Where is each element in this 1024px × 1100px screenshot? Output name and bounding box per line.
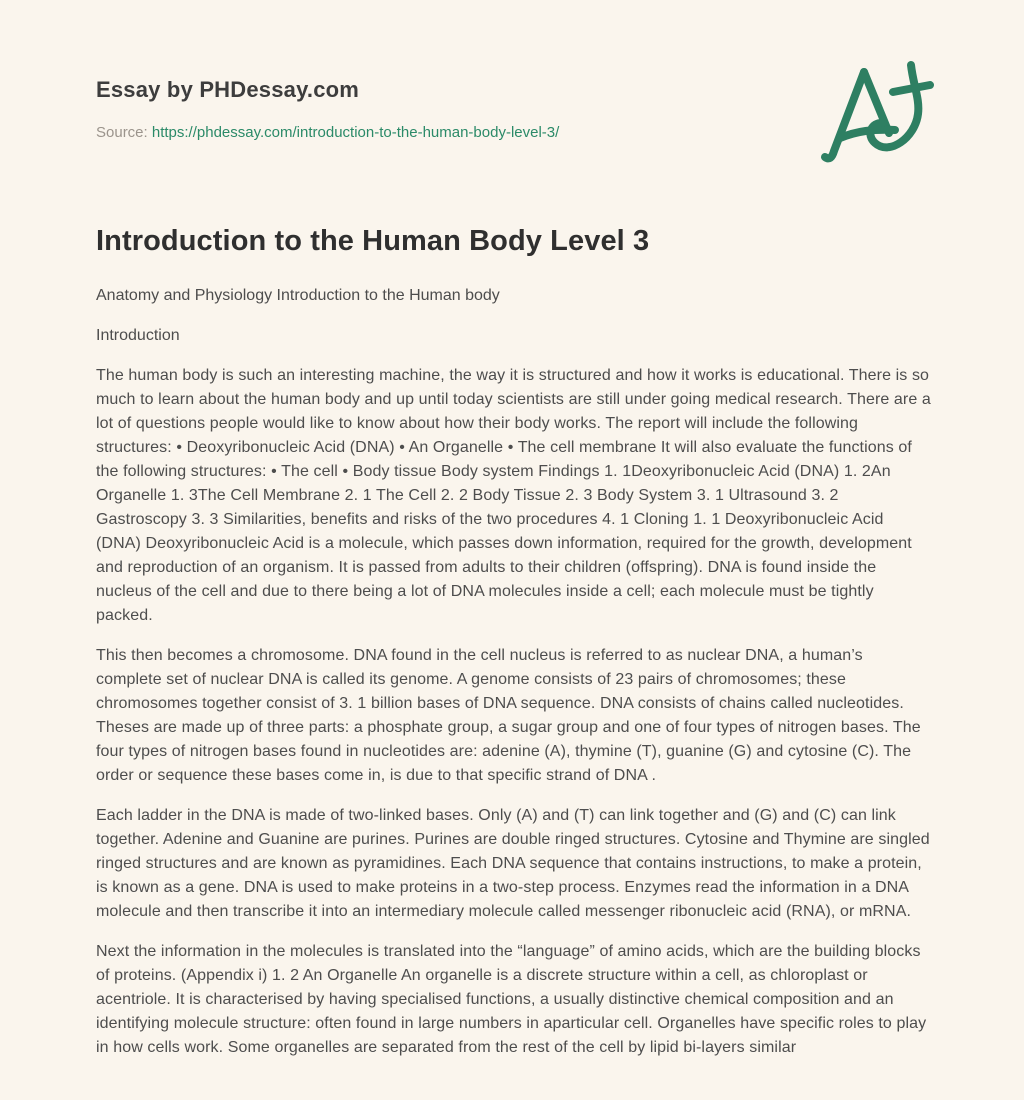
brand-title: Essay by PHDessay.com xyxy=(96,77,360,102)
paragraph: Each ladder in the DNA is made of two-linked bases. Only (A) and (T) can link together and (G) and (C) can link together. Adenine and Guanine are purines. Purines are double ringed structures. Cytosine and Thymine are singled ringed structures and are known as pyramidines. Each DNA sequence that contains instructions, to make a protein, is known as a gene. DNA is used to make proteins in a two-step process. Enzymes read the information in a DNA molecule and then transcribe it into an intermediary molecule called messenger ribonucleic acid (RNA), or mRNA. xyxy=(96,807,930,920)
page-title: Introduction to the Human Body Level 3 xyxy=(96,225,650,257)
source-label: Source: xyxy=(96,124,148,141)
essay-body xyxy=(96,364,932,1060)
essay-subtitle: Anatomy and Physiology Introduction to the Human body xyxy=(96,287,500,304)
source-link[interactable]: https://phdessay.com/introduction-to-the-human-body-level-3/ xyxy=(151,124,560,141)
essay-article xyxy=(96,224,932,1060)
paragraph: This then becomes a chromosome. DNA found in the cell nucleus is referred to as nuclear DNA, a human’s complete set of nuclear DNA is called its genome. A genome consists of 23 pairs of chromosomes; these chromosomes together consist of 3. 1 billion bases of DNA sequence. DNA consists of chains called nucleotides. Theses are made up of three parts: a phosphate group, a sugar group and one of four types of nitrogen bases. The four types of nitrogen bases found in nucleotides are: adenine (A), thymine (T), guanine (G) and cytosine (C). The order or sequence these bases come in, is due to that specific strand of DNA . xyxy=(96,647,921,784)
section-heading-introduction: Introduction xyxy=(96,327,180,344)
paragraph: Next the information in the molecules is translated into the “language” of amino acids, which are the building blocks of proteins. (Appendix i) 1. 2 An Organelle An organelle is a discrete structure within a cell, as chloroplast or acentriole. It is characterised by having specialised functions, a usually distinctive chemical composition and an identifying molecule structure: often found in large numbers in aparticular cell. Organelles have specific roles to play in how cells work. Some organelles are separated from the rest of the cell by lipid bi-layers similar xyxy=(96,943,927,1056)
paragraph: The human body is such an interesting machine, the way it is structured and how it works is educational. There is so much to learn about the human body and up until today scientists are still under going medical research. There are a lot of questions people would like to know about how their body works. The report will include the following structures: • Deoxyribonucleic Acid (DNA) • An Organelle • The cell membrane It will also evaluate the functions of the following structures: • The cell • Body tissue Body system Findings 1. 1Deoxyribonucleic Acid (DNA) 1. 2An Organelle 1. 3The Cell Membrane 2. 1 The Cell 2. 2 Body Tissue 2. 3 Body System 3. 1 Ultrasound 3. 2 Gastroscopy 3. 3 Similarities, benefits and risks of the two procedures 4. 1 Cloning 1. 1 Deoxyribonucleic Acid (DNA) Deoxyribonucleic Acid is a molecule, which passes down information, required for the growth, development and reproduction of an organism. It is passed from adults to their children (offspring). DNA is found inside the nucleus of the cell and due to there being a lot of DNA molecules inside a cell; each molecule must be tightly packed. xyxy=(96,367,931,624)
source-row xyxy=(96,122,932,144)
page-header xyxy=(96,76,932,144)
a-plus-logo-icon xyxy=(818,58,940,170)
